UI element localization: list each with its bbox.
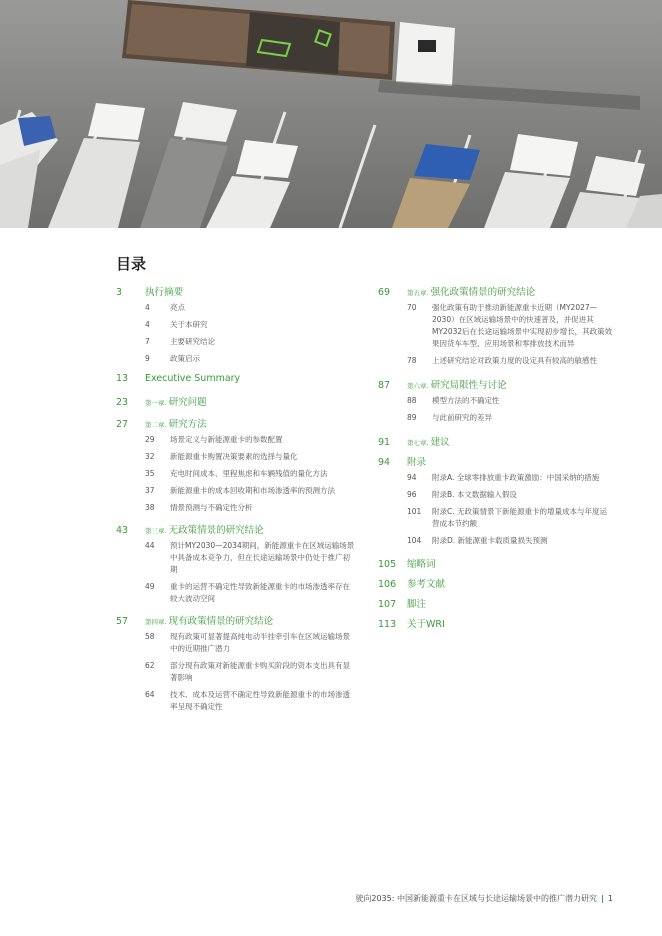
toc-subsection-page: 9	[145, 354, 150, 363]
toc-chapter-row[interactable]	[378, 616, 614, 630]
toc-subsection[interactable]	[145, 581, 356, 605]
toc-chapter-text	[145, 416, 207, 430]
toc-subsection[interactable]	[145, 689, 356, 713]
toc-subsection-title: 附录B. 本文数据输入假设	[432, 490, 517, 499]
toc-chapter[interactable]	[116, 394, 356, 408]
toc-subsection-list	[407, 302, 614, 367]
toc-chapter[interactable]	[378, 377, 614, 424]
toc-subsection-page: 89	[407, 413, 417, 422]
toc-subsection[interactable]	[145, 319, 356, 331]
toc-subsection-title: 技术、成本及运营不确定性导致新能源重卡的市场渗透率呈现不确定性	[170, 690, 350, 711]
toc-subsection-title: 附录A. 全球零排放重卡政策激励：中国采纳的措施	[432, 473, 600, 482]
toc-chapter-text	[407, 556, 436, 570]
toc-subsection-list	[145, 434, 356, 514]
toc-subsection-title: 场景定义与新能源重卡的参数配置	[170, 435, 283, 444]
toc-chapter-row[interactable]	[378, 576, 614, 590]
toc-chapter-title: 无政策情景的研究结论	[168, 525, 264, 536]
toc-chapter-text	[145, 522, 264, 536]
toc-subsection-title: 附录D. 新能源重卡载质量损失预测	[432, 536, 548, 545]
footer-report-title: 驶向2035: 中国新能源重卡在区域与长途运输场景中的推广潜力研究	[355, 894, 597, 903]
toc-chapter[interactable]	[116, 284, 356, 365]
footer-page-number: 1	[607, 894, 613, 903]
toc-subsection-list	[145, 302, 356, 365]
toc-subsection[interactable]	[407, 302, 614, 350]
toc-chapter[interactable]	[116, 613, 356, 713]
toc-subsection[interactable]	[145, 660, 356, 684]
toc-subsection-page: 94	[407, 473, 417, 482]
toc-chapter-title: 缩略词	[407, 559, 436, 570]
toc-chapter-page: 87	[378, 380, 391, 391]
toc-subsection-title: 重卡的运营不确定性导致新能源重卡的市场渗透率存在较大波动空间	[170, 582, 350, 603]
toc-subsection-list	[407, 472, 614, 547]
toc-subsection-list	[145, 631, 356, 713]
toc-chapter[interactable]	[378, 284, 614, 367]
toc-subsection-page: 35	[145, 469, 155, 478]
toc-chapter-title: 研究局限性与讨论	[430, 380, 507, 391]
toc-chapter-title: 执行摘要	[145, 287, 184, 298]
toc-subsection[interactable]	[145, 434, 356, 446]
toc-chapter-title: 现有政策情景的研究结论	[168, 616, 274, 627]
toc-chapter-text	[407, 377, 507, 391]
toc-subsection[interactable]	[145, 485, 356, 497]
toc-chapter[interactable]	[378, 576, 614, 590]
toc-chapter-page: 107	[378, 599, 397, 610]
toc-column-left	[116, 284, 356, 721]
toc-subsection-page: 44	[145, 541, 155, 550]
toc-chapter-page: 113	[378, 619, 397, 630]
toc-subsection-title: 新能源重卡购置决策要素的选择与量化	[170, 452, 298, 461]
toc-subsection-page: 38	[145, 503, 155, 512]
toc-subsection-title: 强化政策有助于推动新能源重卡近期（MY2027—2030）在区域运输场景中的快速普及，并促进其MY2032后在长途运输场景中实现初步增长，其政策效果因货车车型、应用场景和零排放技术而异	[432, 303, 613, 348]
toc-title: 目录	[116, 255, 147, 273]
toc-subsection-title: 情景预测与不确定性分析	[170, 503, 253, 512]
toc-chapter-prefix: 第一章.	[145, 399, 167, 407]
toc-chapter[interactable]	[378, 616, 614, 630]
toc-subsection[interactable]	[407, 535, 614, 547]
toc-subsection-page: 62	[145, 661, 155, 670]
toc-chapter-prefix: 第二章.	[145, 421, 167, 429]
toc-chapter-title: 建议	[430, 437, 450, 448]
toc-subsection[interactable]	[145, 468, 356, 480]
toc-chapter-text	[145, 284, 183, 298]
toc-chapter-title: 强化政策情景的研究结论	[430, 287, 536, 298]
toc-chapter-title: 参考文献	[407, 579, 446, 590]
page-footer	[0, 893, 613, 904]
toc-chapter-row[interactable]	[116, 613, 356, 627]
toc-subsection-page: 29	[145, 435, 155, 444]
toc-chapter[interactable]	[116, 416, 356, 514]
toc-subsection[interactable]	[145, 631, 356, 655]
toc-chapter-row[interactable]	[116, 522, 356, 536]
toc-subsection[interactable]	[145, 336, 356, 348]
toc-chapter-title: 附录	[407, 457, 427, 468]
toc-chapter-text	[407, 454, 426, 468]
toc-subsection[interactable]	[407, 472, 614, 484]
toc-subsection[interactable]	[407, 355, 614, 367]
toc-chapter-text	[407, 616, 445, 630]
toc-subsection[interactable]	[407, 395, 614, 407]
toc-chapter-page: 3	[116, 287, 123, 298]
toc-subsection-page: 96	[407, 490, 417, 499]
toc-subsection[interactable]	[407, 412, 614, 424]
toc-subsection-page: 101	[407, 507, 422, 516]
toc-chapter-page: 13	[116, 373, 129, 384]
toc-subsection-page: 4	[145, 303, 150, 312]
toc-chapter[interactable]	[378, 596, 614, 610]
toc-chapter[interactable]	[378, 434, 614, 448]
toc-chapter-prefix: 第五章.	[407, 289, 429, 297]
toc-chapter-text	[145, 613, 273, 627]
toc-subsection-title: 政策启示	[170, 354, 200, 363]
toc-subsection-page: 64	[145, 690, 155, 699]
toc-chapter-title: 研究问题	[168, 397, 207, 408]
toc-chapter-title: 关于WRI	[407, 619, 445, 630]
toc-chapter-text	[407, 284, 535, 298]
toc-subsection-title: 关于本研究	[170, 320, 208, 329]
toc-chapter-text	[407, 576, 445, 590]
hero-photo-trucks	[0, 0, 662, 228]
toc-subsection-page: 37	[145, 486, 155, 495]
toc-chapter-page: 105	[378, 559, 397, 570]
toc-chapter-row[interactable]	[378, 596, 614, 610]
toc-subsection[interactable]	[407, 489, 614, 501]
toc-chapter-title: 研究方法	[168, 419, 207, 430]
toc-chapter-page: 91	[378, 437, 391, 448]
toc-subsection-page: 70	[407, 303, 417, 312]
toc-subsection-title: 部分现有政策对新能源重卡购买阶段的资本支出具有显著影响	[170, 661, 350, 682]
toc-chapter-page: 23	[116, 397, 129, 408]
toc-chapter-page: 69	[378, 287, 391, 298]
toc-subsection-list	[407, 395, 614, 424]
toc-subsection-title: 预计MY2030—2034期间，新能源重卡在区域运输场景中具备成本竞争力，但在长途运输场景中仍处于推广初期	[170, 541, 355, 574]
toc-subsection-page: 7	[145, 337, 150, 346]
toc-chapter[interactable]	[378, 454, 614, 547]
footer-separator: |	[600, 894, 604, 903]
toc-subsection-page: 32	[145, 452, 155, 461]
toc-subsection[interactable]	[145, 353, 356, 365]
toc-subsection[interactable]	[145, 451, 356, 463]
toc-chapter-row[interactable]	[378, 434, 614, 448]
toc-subsection-page: 49	[145, 582, 155, 591]
toc-subsection[interactable]	[145, 302, 356, 314]
toc-subsection-page: 78	[407, 356, 417, 365]
toc-chapter-row[interactable]	[116, 416, 356, 430]
toc-chapter-row[interactable]	[116, 394, 356, 408]
toc-chapter-row[interactable]	[116, 284, 356, 298]
toc-subsection-title: 附录C. 无政策情景下新能源重卡的增量成本与年度运营成本节约额	[432, 507, 608, 528]
toc-subsection-title: 新能源重卡的成本回收期和市场渗透率的预测方法	[170, 486, 335, 495]
toc-chapter-text	[145, 394, 207, 408]
toc-subsection-title: 亮点	[170, 303, 185, 312]
toc-chapter-prefix: 第四章.	[145, 618, 167, 626]
toc-subsection-page: 104	[407, 536, 422, 545]
toc-subsection-title: 主要研究结论	[170, 337, 215, 346]
toc-subsection-title: 上述研究结论对政策力度的设定具有较高的敏感性	[432, 356, 597, 365]
toc-subsection-title: 与此前研究的差异	[432, 413, 492, 422]
toc-subsection-page: 58	[145, 632, 155, 641]
toc-subsection-title: 充电时间成本、里程焦虑和车辆残值的量化方法	[170, 469, 328, 478]
toc-chapter-page: 43	[116, 525, 129, 536]
toc-chapter-title: Executive Summary	[145, 373, 241, 384]
toc-chapter-text	[407, 434, 450, 448]
toc-chapter-page: 27	[116, 419, 129, 430]
toc-chapter-row[interactable]	[378, 377, 614, 391]
toc-subsection-title: 模型方法的不确定性	[432, 396, 500, 405]
toc-subsection-page: 88	[407, 396, 417, 405]
toc-chapter[interactable]	[116, 522, 356, 605]
toc-chapter-row[interactable]	[378, 454, 614, 468]
toc-subsection[interactable]	[145, 502, 356, 514]
toc-subsection[interactable]	[407, 506, 614, 530]
toc-chapter-page: 57	[116, 616, 129, 627]
toc-chapter-prefix: 第三章.	[145, 527, 167, 535]
toc-chapter-text	[407, 596, 426, 610]
toc-chapter-text	[145, 373, 240, 384]
toc-subsection[interactable]	[145, 540, 356, 576]
toc-subsection-title: 现有政策可显著提高纯电动半挂牵引车在区域运输场景中的近期推广潜力	[170, 632, 350, 653]
toc-chapter-row[interactable]	[116, 373, 356, 384]
toc-chapter[interactable]	[116, 373, 356, 384]
toc-chapter-row[interactable]	[378, 284, 614, 298]
toc-chapter-page: 94	[378, 457, 391, 468]
toc-chapter-row[interactable]	[378, 556, 614, 570]
toc-chapter-prefix: 第六章.	[407, 382, 429, 390]
toc-chapter-page: 106	[378, 579, 397, 590]
toc-subsection-list	[145, 540, 356, 605]
toc-subsection-page: 4	[145, 320, 150, 329]
toc-chapter-title: 脚注	[407, 599, 427, 610]
toc-chapter-prefix: 第七章.	[407, 439, 429, 447]
toc-chapter[interactable]	[378, 556, 614, 570]
toc-column-right	[378, 284, 614, 636]
